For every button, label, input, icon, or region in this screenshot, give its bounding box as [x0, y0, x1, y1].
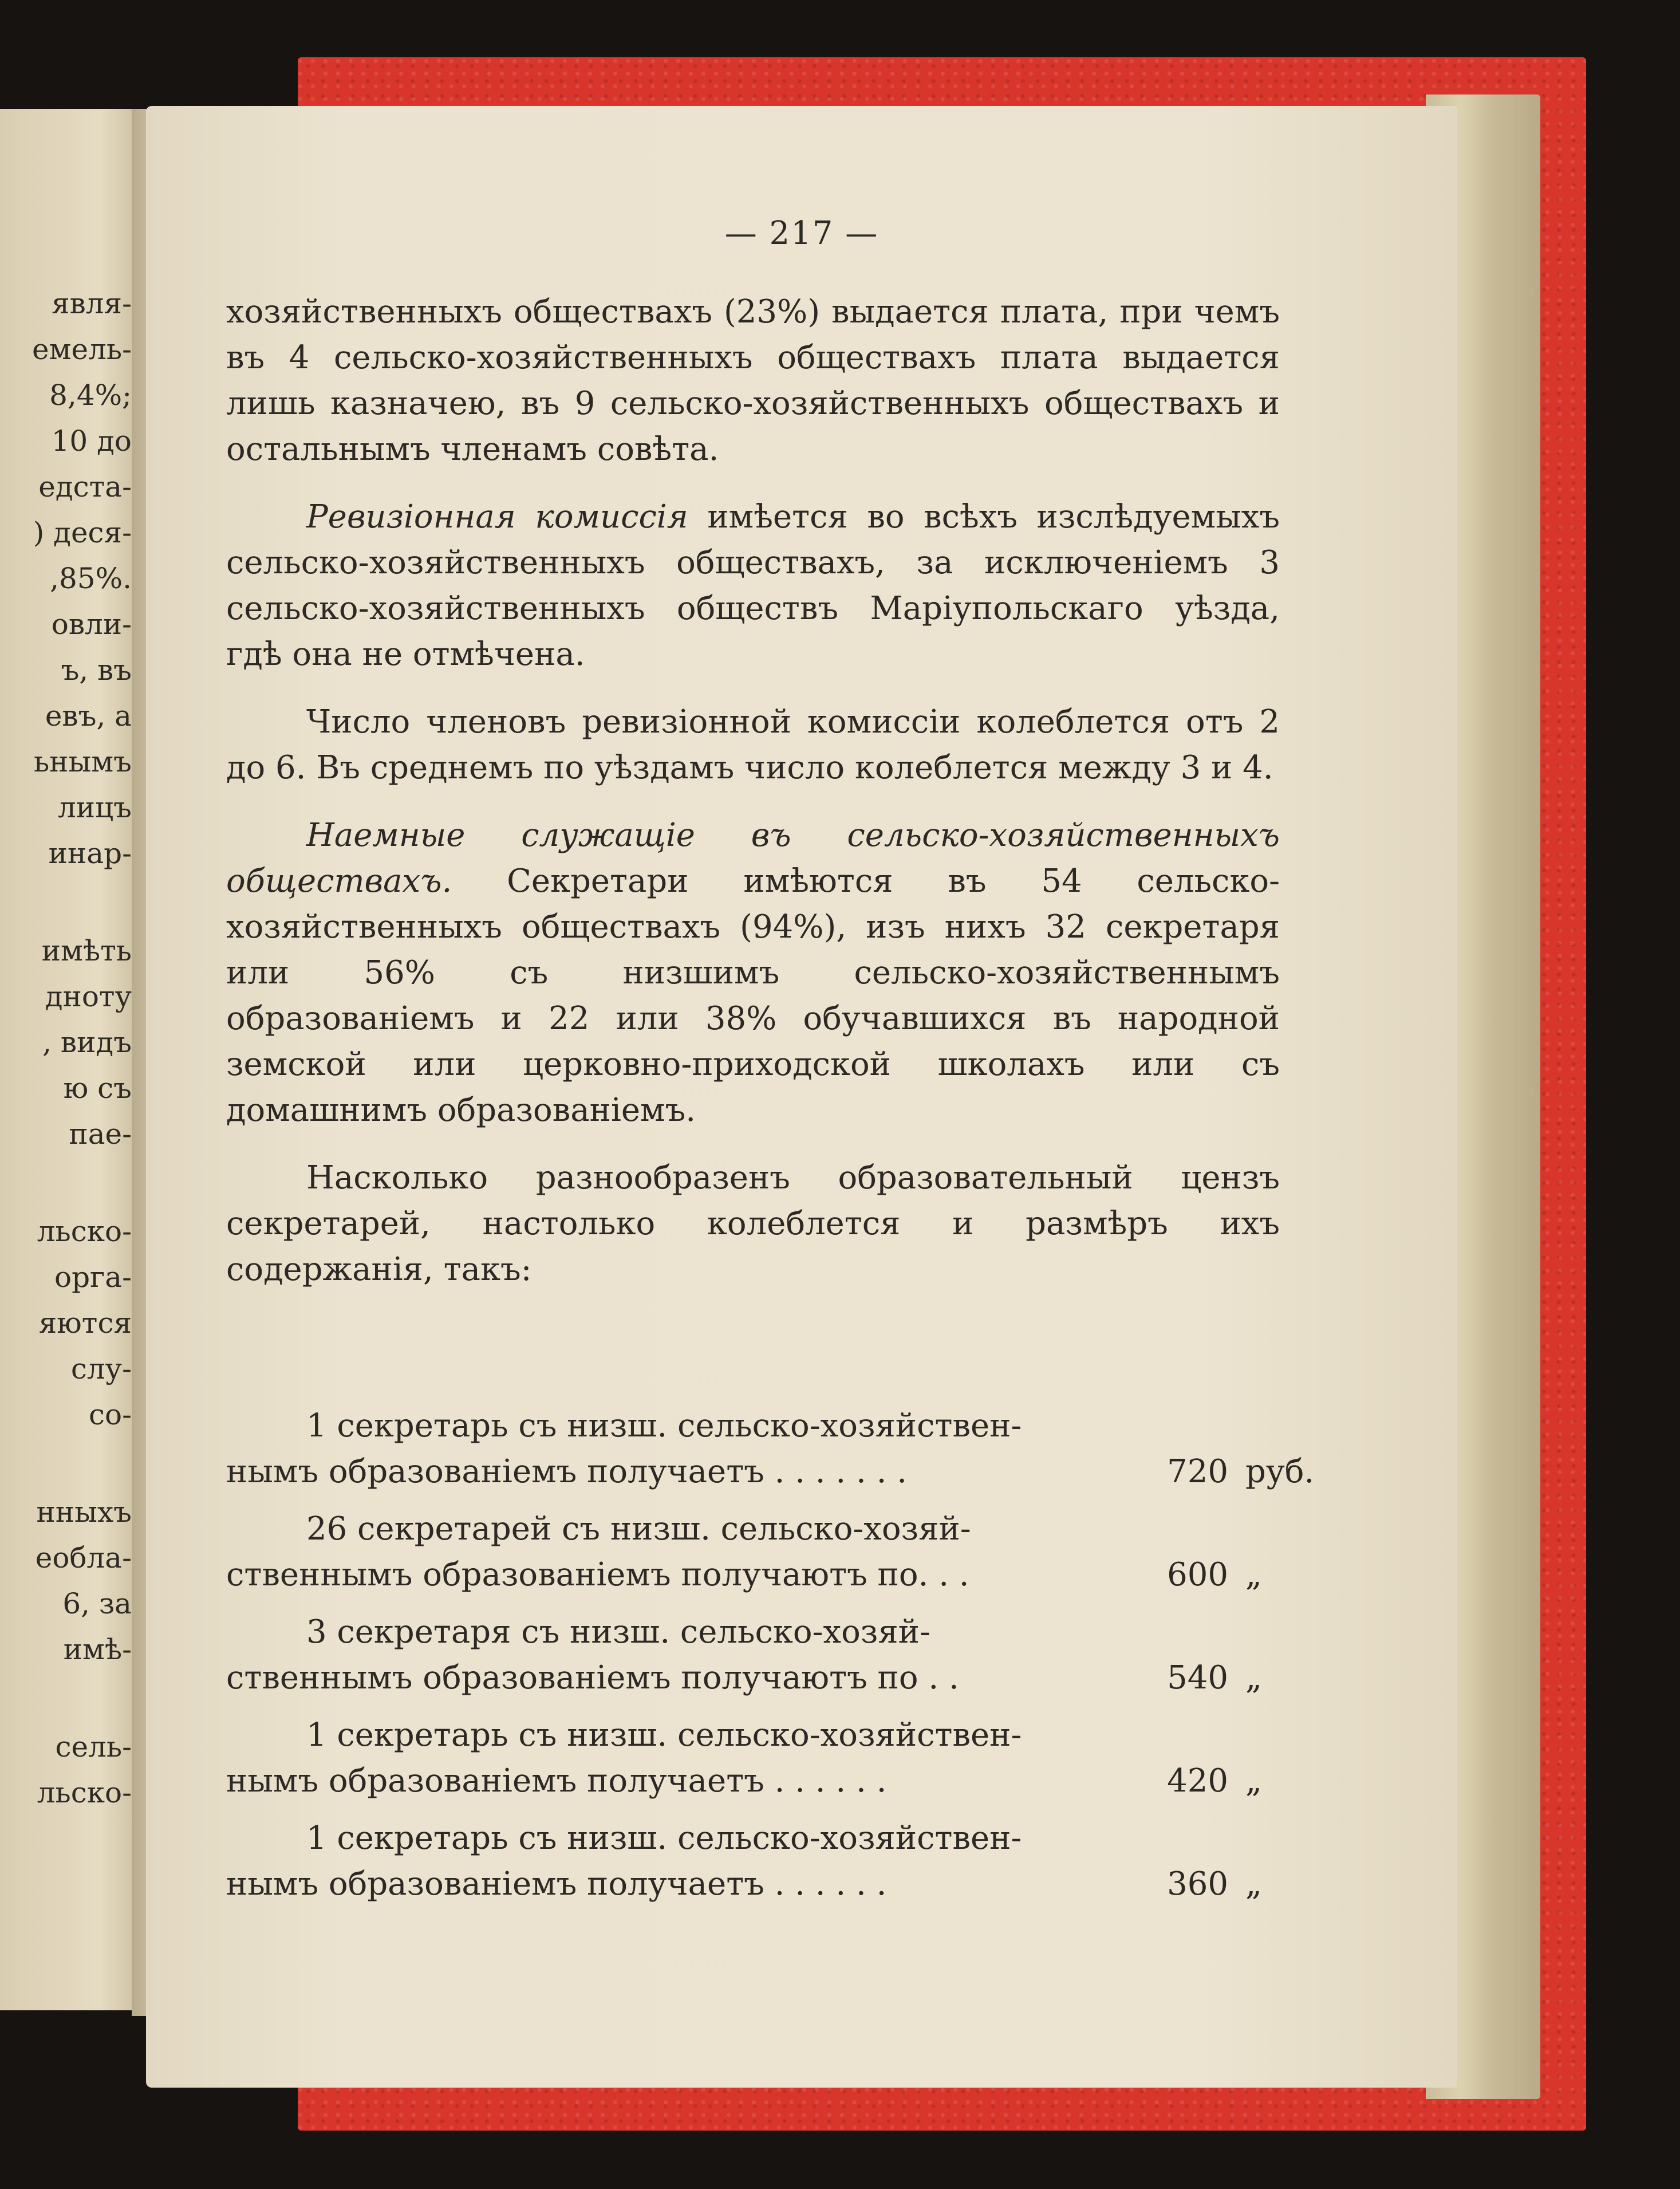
- salary-item: [226, 1712, 1337, 1804]
- left-page-fragment: со-: [89, 1398, 132, 1431]
- left-page-fragment: [0, 1438, 132, 1489]
- main-page: [146, 106, 1457, 2088]
- salary-amount: 360: [1167, 1865, 1228, 1903]
- salary-unit: „: [1245, 1659, 1263, 1696]
- left-page-fragment: нныхъ: [36, 1495, 132, 1529]
- left-page-fragment: яются: [38, 1306, 132, 1340]
- page-number: — 217 —: [724, 215, 879, 252]
- salary-description: ственнымъ образованіемъ получаютъ по. . .: [226, 1556, 969, 1593]
- salary-line-1: 1 секретарь съ низш. сельско-хозяйствен-: [306, 1716, 1022, 1754]
- salary-line-1: 1 секретарь съ низш. сельско-хозяйствен-: [306, 1407, 1022, 1444]
- salary-line-2: [226, 1655, 1337, 1701]
- paragraph-2: [226, 494, 1280, 678]
- left-page-fragment: 6, за: [62, 1587, 132, 1620]
- left-page-fragment: еобла-: [35, 1541, 132, 1574]
- left-page-fragment: льско-: [37, 1776, 132, 1809]
- left-page-fragment: [0, 1157, 132, 1208]
- paragraph-4-heading: Наемные служащіе въ сельско-хозяйственныхъ обществахъ.: [226, 817, 1280, 900]
- left-page-fragment: имѣ-: [63, 1633, 132, 1666]
- salary-item: [226, 1816, 1337, 1907]
- left-page-fragment: льско-: [37, 1215, 132, 1248]
- salary-item: [226, 1506, 1337, 1598]
- salary-line-1: 1 секретарь съ низш. сельско-хозяйствен-: [306, 1820, 1022, 1857]
- left-page-fragment: , видъ: [42, 1026, 132, 1059]
- left-facing-page: [0, 109, 143, 2010]
- page-body: [226, 289, 1280, 1293]
- left-page-fragment: сель-: [55, 1730, 132, 1763]
- left-page-fragment: орга-: [54, 1261, 132, 1294]
- left-page-fragment: евъ, а: [45, 699, 132, 733]
- left-page-fragment: ) деся-: [33, 516, 132, 549]
- left-page-fragment: лицъ: [57, 791, 132, 824]
- paragraph-4-text: Секретари имѣются въ 54 сельско-хозяйственныхъ обществахъ (94%), изъ нихъ 32 секретаря или 56% съ низшимъ сельско-хозяйственнымъ образованіемъ и 22 или 38% обучавшихся въ народной земской или церковно-приходской школахъ или съ домашнимъ образованіемъ.: [226, 863, 1280, 1129]
- left-page-fragment: [0, 1672, 132, 1724]
- left-page-fragment: ьнымъ: [33, 745, 132, 778]
- salary-unit: „: [1245, 1556, 1263, 1593]
- left-page-fragment: ю съ: [63, 1072, 132, 1105]
- left-page-fragment: [0, 876, 132, 928]
- salary-line-1: 26 секретарей съ низш. сельско-хозяй-: [306, 1510, 971, 1548]
- salary-line-2: [226, 1861, 1337, 1907]
- salary-line-2: [226, 1758, 1337, 1804]
- salary-item: [226, 1609, 1337, 1701]
- paragraph-3: Число членовъ ревизіонной комиссіи колеблется отъ 2 до 6. Въ среднемъ по уѣздамъ число колеблется между 3 и 4.: [226, 703, 1280, 786]
- paragraph-2-heading: Ревизіонная комиссія: [306, 498, 688, 536]
- salary-amount: 600: [1167, 1556, 1228, 1593]
- left-page-fragment: пае-: [69, 1117, 132, 1151]
- left-page-fragment: слу-: [70, 1352, 132, 1385]
- left-page-fragment: емель-: [32, 333, 132, 366]
- salary-unit: руб.: [1245, 1453, 1315, 1490]
- left-page-fragment: явля-: [52, 287, 132, 320]
- salary-description: нымъ образованіемъ получаетъ . . . . . .: [226, 1762, 887, 1800]
- salary-item: [226, 1403, 1337, 1495]
- salary-line-1: 3 секретаря съ низш. сельско-хозяй-: [306, 1613, 930, 1651]
- salary-description: ственнымъ образованіемъ получаютъ по . .: [226, 1659, 959, 1696]
- salary-line-2: [226, 1552, 1337, 1598]
- paragraph-5: Насколько разнообразенъ образовательный цензъ секретарей, настолько колеблется и размѣръ ихъ содержанія, такъ:: [226, 1159, 1280, 1288]
- left-page-text: [0, 281, 132, 1816]
- salary-amount: 540: [1167, 1659, 1228, 1696]
- left-page-fragment: имѣть: [41, 934, 132, 967]
- paragraph-4: [226, 813, 1280, 1133]
- salary-line-2: [226, 1449, 1337, 1495]
- paragraph-1: хозяйственныхъ обществахъ (23%) выдается плата, при чемъ въ 4 сельско-хозяйственныхъ обществахъ плата выдается лишь казначею, въ 9 сельско-хозяйственныхъ обществахъ и остальнымъ членамъ совѣта.: [226, 293, 1280, 468]
- left-page-fragment: дноту: [45, 980, 132, 1013]
- salary-unit: „: [1245, 1762, 1263, 1800]
- left-page-fragment: 10 до: [51, 424, 132, 458]
- left-page-fragment: овли-: [51, 608, 132, 641]
- salary-description: нымъ образованіемъ получаетъ . . . . . . .: [226, 1453, 908, 1490]
- salary-amount: 720: [1167, 1453, 1228, 1490]
- left-page-fragment: ,85%.: [50, 562, 132, 595]
- left-page-fragment: инар-: [48, 837, 132, 870]
- left-page-fragment: едста-: [38, 470, 132, 503]
- salary-unit: „: [1245, 1865, 1263, 1903]
- salary-list: [226, 1403, 1337, 1919]
- left-page-fragment: 8,4%;: [49, 379, 132, 412]
- paragraph-2-text: имѣется во всѣхъ изслѣдуемыхъ сельско-хозяйственныхъ обществахъ, за исключеніемъ 3 сельско-хозяйственныхъ обществъ Маріупольскаго уѣзда, гдѣ она не отмѣчена.: [226, 498, 1280, 673]
- salary-amount: 420: [1167, 1762, 1228, 1800]
- left-page-fragment: ъ, въ: [61, 653, 132, 687]
- salary-description: нымъ образованіемъ получаетъ . . . . . .: [226, 1865, 887, 1903]
